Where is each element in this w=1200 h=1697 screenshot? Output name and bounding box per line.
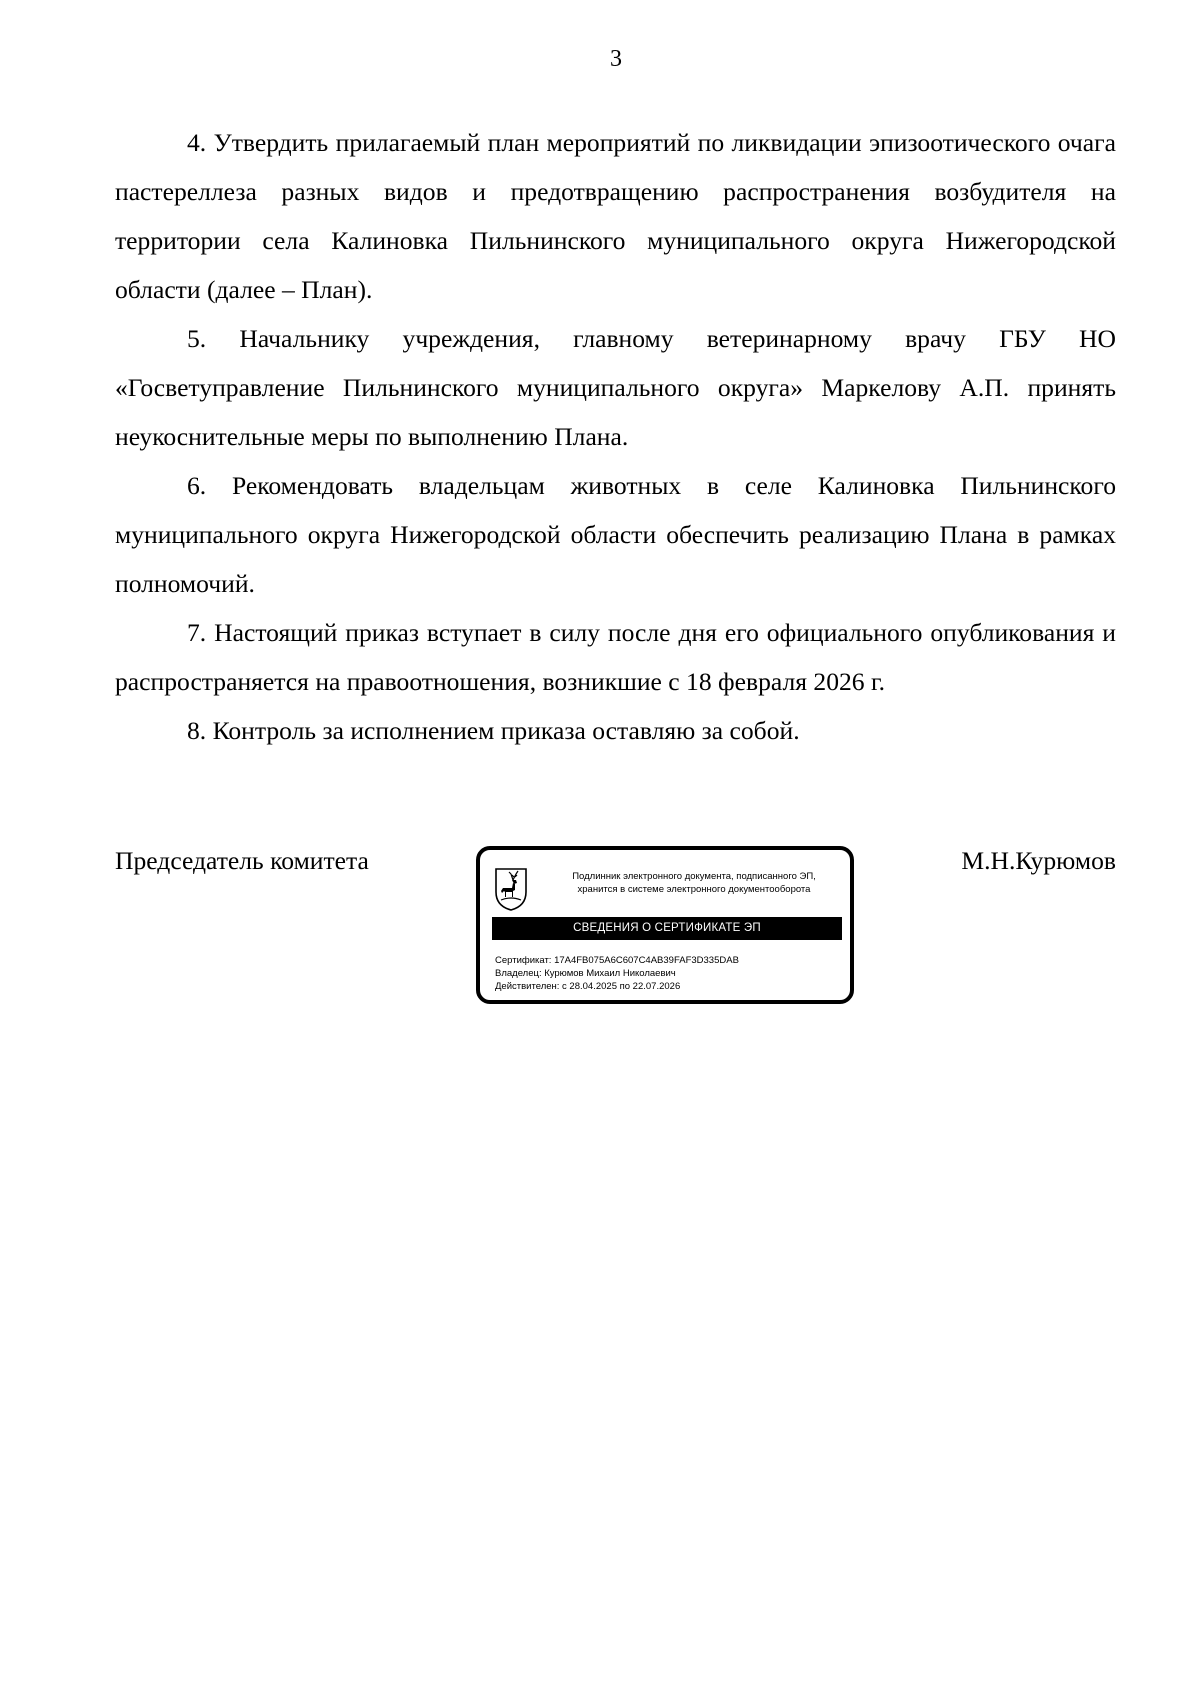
stamp-certificate-number: Сертификат: 17A4FB075A6C607C4AB39FAF3D335DAB <box>495 955 739 966</box>
stamp-certificate-details <box>495 954 739 993</box>
stamp-note-line-1: Подлинник электронного документа, подписанного ЭП, <box>572 871 816 882</box>
stamp-validity: Действителен: с 28.04.2025 по 22.07.2026 <box>495 981 681 992</box>
signer-name: М.Н.Курюмов <box>961 846 1116 875</box>
stamp-certificate-header: СВЕДЕНИЯ О СЕРТИФИКАТЕ ЭП <box>492 917 842 940</box>
paragraph-8: 8. Контроль за исполнением приказа оставляю за собой. <box>187 716 800 745</box>
document-body <box>115 118 1116 755</box>
paragraph-6: 6. Рекомендовать владельцам животных в селе Калиновка Пильнинского муниципального округа Нижегородской области обеспечить реализацию Плана в рамках полномочий. <box>115 471 1116 598</box>
paragraph-5-text: 5. Начальнику учреждения, главному ветеринарному врачу ГБУ НО «Госветуправление Пильнинского муниципального округа» Маркелову А.П. принять неукоснительные меры по выполнению Плана. <box>115 324 1116 451</box>
stamp-owner: Владелец: Курюмов Михаил Николаевич <box>495 968 676 979</box>
stamp-note-line-2: хранится в системе электронного документооборота <box>577 884 811 895</box>
nizhny-novgorod-deer-emblem-icon <box>493 866 529 912</box>
page-number: 3 <box>610 46 622 72</box>
electronic-signature-stamp <box>476 846 854 1004</box>
signer-title: Председатель комитета <box>115 846 369 875</box>
paragraph-7: 7. Настоящий приказ вступает в силу после дня его официального опубликования и распространяется на правоотношения, возникшие с 18 февраля 2026 г. <box>115 618 1116 696</box>
paragraph-4: 4. Утвердить прилагаемый план мероприятий по ликвидации эпизоотического очага пастереллеза разных видов и предотвращению распространения возбудителя на территории села Калиновка Пильнинского муниципального округа Нижегородской области (далее – План). <box>115 128 1116 304</box>
stamp-note <box>540 870 848 896</box>
